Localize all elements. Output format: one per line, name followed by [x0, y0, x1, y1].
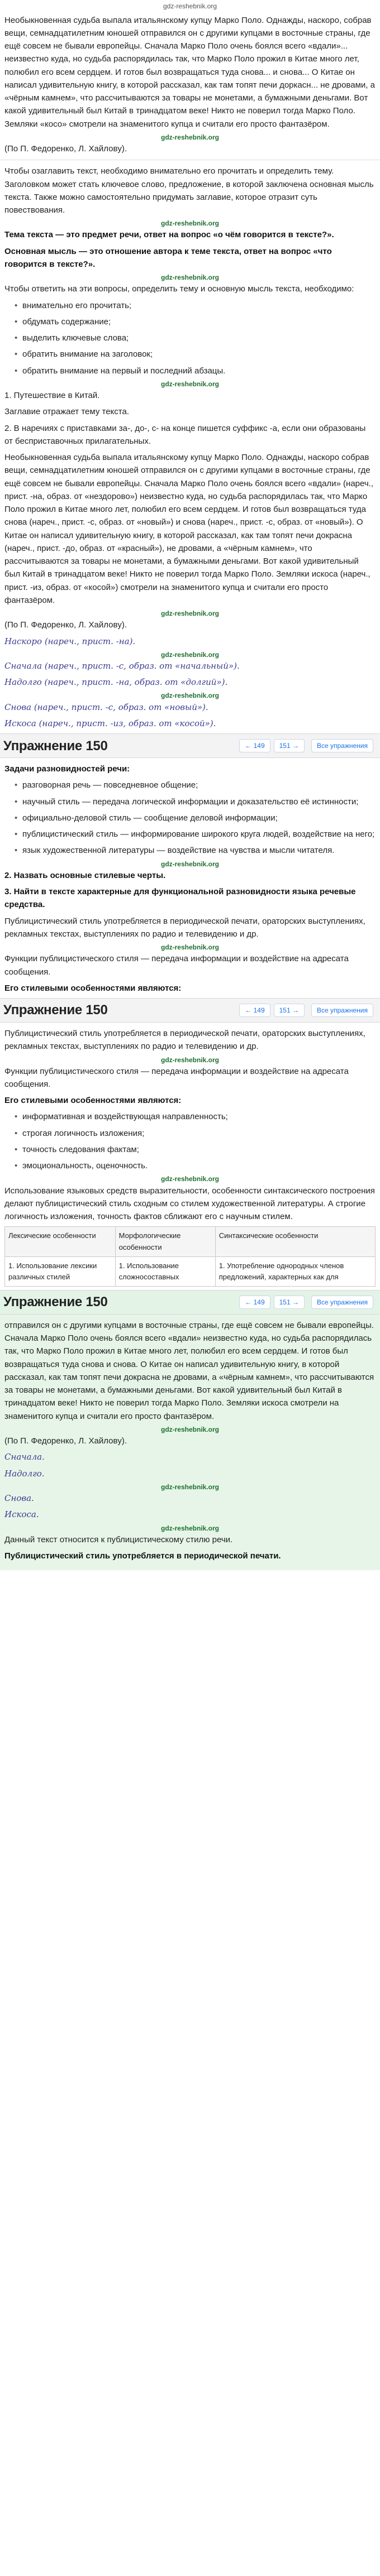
text-signature: (По П. Федоренко, Л. Хайловy).	[4, 1436, 127, 1446]
style-usage: Публицистический стиль употребляется в периодической печати, ораторских выступлениях, рекламных текстах, выступлениях по радио и телевидению и др.	[4, 1029, 365, 1052]
text-original	[0, 14, 380, 156]
answer-1-note: Заглавие отражает тему текста.	[4, 407, 130, 417]
list-item: • обратить внимание на первый и последний абзацы.	[15, 364, 376, 377]
table-cell: 1. Использование лексики различных стилей	[5, 1256, 116, 1286]
all-exercises-button[interactable]: Все упражнения	[311, 1004, 373, 1018]
watermark: gdz-reshebnik.org	[160, 1425, 219, 1433]
task-heading: Задачи разновидностей речи:	[4, 764, 130, 774]
table-cell: 1. Использование сложносоставных	[115, 1256, 215, 1286]
adverb-item: Искоса.	[4, 1509, 39, 1520]
list-item: • научный стиль — передача логической информации и доказательство её истинности;	[15, 795, 376, 808]
list-item: • выделить ключевые слова;	[15, 332, 376, 344]
watermark: gdz-reshebnik.org	[160, 133, 219, 141]
idea-definition: Основная мысль — это отношение автора к теме текста, ответ на вопрос «что говорится в тексте?».	[4, 246, 332, 269]
exercise-nav	[0, 1290, 380, 1315]
list-item: • обратить внимание на заголовок;	[15, 348, 376, 361]
adverb-item: Снова.	[4, 1493, 34, 1504]
styles-block	[0, 758, 380, 995]
answer-2: 2. В наречиях с приставками за-, до-, с- на конце пишется суффикс -а, если они образованы от бесприставочных прилагательных.	[4, 423, 366, 446]
adverb-item: Надолго (нареч., прист. -на, образ. от «долгий»).	[4, 677, 228, 688]
watermark: gdz-reshebnik.org	[160, 860, 219, 868]
theory-block	[0, 165, 380, 448]
table-row	[5, 1256, 376, 1286]
prev-button[interactable]: ← 149	[239, 739, 270, 753]
steps-list	[4, 299, 376, 377]
list-item: • внимательно его прочитать;	[15, 299, 376, 312]
traits-heading: Его стилевыми особенностями являются:	[4, 983, 182, 993]
theory-paragraph: Чтобы озаглавить текст, необходимо внимательно его прочитать и определить тему. Заголовком может стать ключевое слово, предложение, в которой заключена основная мысль текста. Также можно самостоятельно придумать заглавие, которое отразит суть повествования.	[4, 166, 374, 215]
table-header: Синтаксические особенности	[215, 1227, 375, 1256]
steps-lead: Чтобы ответить на эти вопросы, определить тему и основную мысль текста, необходимо:	[4, 284, 354, 294]
exercise-title: Упражнение 150	[3, 738, 108, 754]
adverb-item: Сначала.	[4, 1452, 45, 1462]
features-table	[4, 1226, 376, 1287]
styles-list	[4, 779, 376, 857]
next-button[interactable]: 151 →	[274, 1296, 305, 1309]
next-button[interactable]: 151 →	[274, 1004, 305, 1018]
text-marked	[0, 451, 380, 730]
text-paragraph: отправился он с другими купцами в восточные страны, где ещё совсем не бывали европейцы. Сначала Марко Поло очень боялся всего «вдали» неизвестно куда, но судьба распорядилась так, что Марко Поло прожил в Китае много лет, полюбил его всем сердцем. И готов был возвращаться туда снова и снова. О Китае он написал удивительную книгу, в которой рассказал, как там топят печи докрасна не дровами, а «чёрным камнем», что рассчитываются за товары не монетами, а бумажными деньгами. Вот какой удивительный был Китай в тринадцатом веке! Никто не поверил тогда Марко Поло. Земляки искоса смотрели на знаменитого купца и считали его просто фантазёром.	[4, 1320, 374, 1421]
watermark: gdz-reshebnik.org	[160, 650, 219, 659]
task-3: 3. Найти в тексте характерные для функциональной разновидности языка речевые средства.	[4, 887, 356, 910]
watermark: gdz-reshebnik.org	[160, 1175, 219, 1183]
text-paragraph: Необыкновенная судьба выпала итальянскому купцу Марко Поло. Однажды, наскоро собрав вещи, семнадцатилетним юношей отправился он с другими купцами в восточные страны, где ещё совсем не бывали европейцы. Сначала Марко Поло очень боялся всего «вдали» (нареч., прист. -на, образ. от «нездорово») неизвестно куда, но судьба распорядилась так, что Марко Поло прожил в Китае много лет, полюбил его всем сердцем. И готов был возвращаться туда снова (нареч., прист. -с, образ. от «новый») и снова (нареч., прист. -с, образ. от «новый»). О Китае он написал удивительную книгу, в которой рассказал, как там топят печи докрасна (нареч., прист. -до, образ. от «красный»), не дровами, а «чёрным камнем», что рассчитываются за товары не монетами, а бумажными деньгами. Вот какой удивительный был Китай в тринадцатом веке! Никто не поверил тогда Марко Поло. Земляки искоса (нареч., прист. -из, образ. от «косой») смотрели на знаменитого купца и считали его просто фантазёром.	[4, 453, 374, 605]
adverb-item: Сначала (нареч., прист. -с, образ. от «начальный»).	[4, 660, 240, 671]
watermark: gdz-reshebnik.org	[160, 219, 219, 228]
adverb-item: Наскоро (нареч., прист. -на).	[4, 636, 136, 646]
watermark: gdz-reshebnik.org	[160, 692, 219, 700]
table-cell: 1. Употребление однородных членов предложений, характерных как для	[215, 1256, 375, 1286]
task-2: 2. Назвать основные стилевые черты.	[4, 870, 166, 880]
site-link[interactable]: gdz-reshebnik.org	[163, 2, 217, 10]
list-item: • эмоциональность, оценочность.	[15, 1159, 376, 1172]
exercise-title: Упражнение 150	[3, 1002, 108, 1018]
watermark: gdz-reshebnik.org	[160, 1056, 219, 1064]
list-item: • обдумать содержание;	[15, 315, 376, 328]
list-item: • информативная и воздействующая направленность;	[15, 1110, 376, 1123]
exercise-nav	[0, 998, 380, 1023]
adverb-item: Искоса (нареч., прист. -из, образ. от «косой»).	[4, 718, 216, 728]
watermark: gdz-reshebnik.org	[160, 1524, 219, 1532]
exercise-nav	[0, 733, 380, 758]
style-comparison: Использование языковых средств выразительности, особенности синтаксического построения делают публицистический стиль сходным со стилем художественной литературы. А строгие логичность изложения, точность фактов сближают его с научным стилем.	[4, 1186, 375, 1222]
list-item: • строгая логичность изложения;	[15, 1127, 376, 1140]
style-function: Функции публицистического стиля — передача информации и воздействие на адресата сообщения.	[4, 1066, 349, 1089]
style-function: Функции публицистического стиля — передача информации и воздействие на адресата сообщения.	[4, 954, 349, 977]
prev-button[interactable]: ← 149	[239, 1296, 270, 1309]
traits-heading: Его стилевыми особенностями являются:	[4, 1096, 182, 1106]
theme-definition: Тема текста — это предмет речи, ответ на вопрос «о чём говорится в тексте?».	[4, 230, 334, 240]
adverb-item: Снова (нареч., прист. -с, образ. от «новый»).	[4, 702, 208, 712]
text-paragraph: Необыкновенная судьба выпала итальянскому купцу Марко Поло. Однажды, наскоро, собрав вещи, семнадцатилетним юношей отправился он с другими купцами в восточные страны, где ещё совсем не бывали европейцы. Сначала Марко Поло очень боялся всего «вдали»... неизвестно куда, но судьба распорядилась так, что Марко Поло прожил в Китае много лет, полюбил его всем сердцем. И готов был возвращаться туда снова... и снова... О Китае он написал удивительную книгу, в которой рассказал, как там топят печи доркасн... не дровами, а «чёрным камнем», что рассчитываются за товары не монетами, а бумажными деньгами. Вот какой удивительный был Китай в тринадцатом веке! Никто не поверил тогда Марко Поло. Земляки «косо» смотрели на знаменитого купца и считали его просто фантазёром.	[4, 15, 375, 129]
exercise-title: Упражнение 150	[3, 1294, 108, 1310]
text-final	[0, 1315, 380, 1570]
text-signature: (По П. Федоренко, Л. Хайловy).	[4, 620, 127, 630]
list-item: • официально-деловой стиль — сообщение деловой информации;	[15, 812, 376, 824]
table-header: Морфологические особенности	[115, 1227, 215, 1256]
watermark: gdz-reshebnik.org	[160, 380, 219, 388]
list-item: • точность следования фактам;	[15, 1143, 376, 1156]
watermark: gdz-reshebnik.org	[160, 943, 219, 952]
watermark: gdz-reshebnik.org	[160, 610, 219, 618]
closing-line: Данный текст относится к публицистическому стилю речи.	[4, 1534, 233, 1544]
list-item: • публицистический стиль — информирование широкого круга людей, воздействие на него;	[15, 828, 376, 841]
table-header-row	[5, 1227, 376, 1256]
publicistic-block	[0, 1023, 380, 1223]
final-line: Публицистический стиль употребляется в периодической печати.	[4, 1551, 281, 1561]
style-usage: Публицистический стиль употребляется в периодической печати, ораторских выступлениях, рекламных текстах, выступлениях по радио и телевидению и др.	[4, 916, 365, 939]
prev-button[interactable]: ← 149	[239, 1004, 270, 1018]
text-signature: (По П. Федоренко, Л. Хайловy).	[4, 144, 127, 154]
answer-1: 1. Путешествие в Китай.	[4, 391, 100, 401]
watermark: gdz-reshebnik.org	[160, 274, 219, 282]
all-exercises-button[interactable]: Все упражнения	[311, 1296, 373, 1309]
traits-list	[4, 1110, 376, 1172]
watermark: gdz-reshebnik.org	[160, 1483, 219, 1491]
all-exercises-button[interactable]: Все упражнения	[311, 739, 373, 753]
adverb-item: Надолго.	[4, 1468, 45, 1479]
list-item: • язык художественной литературы — воздействие на чувства и мысли читателя.	[15, 844, 376, 857]
next-button[interactable]: 151 →	[274, 739, 305, 753]
list-item: • разговорная речь — повседневное общение;	[15, 779, 376, 791]
table-header: Лексические особенности	[5, 1227, 116, 1256]
